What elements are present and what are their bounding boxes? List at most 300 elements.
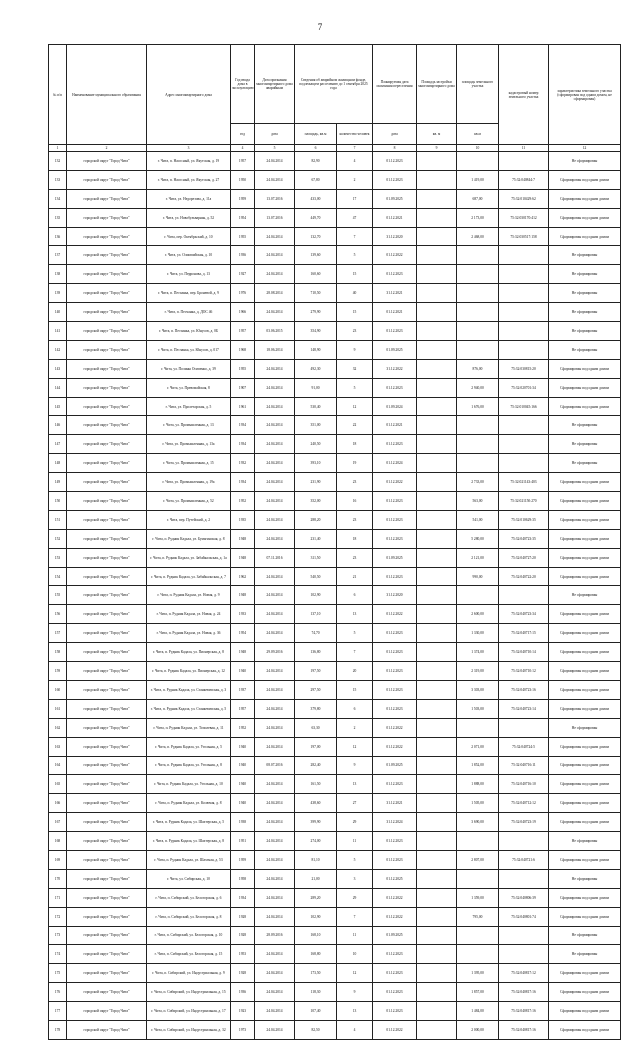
header-row (49, 45, 621, 124)
cadastral-cell: 75:32:040721:6 (499, 850, 549, 869)
land-area-cell: 1 676,00 (457, 397, 499, 416)
year-cell: 1952 (231, 718, 255, 737)
table-body (49, 152, 621, 1040)
planned-date-cell: 01.12.2023 (373, 643, 417, 662)
municipality-cell: городской округ "Город Чита" (67, 246, 147, 265)
address-cell: г. Чита, п. Сибирский, ул. Белогорская, д. 8 (147, 907, 231, 926)
row-number: 152 (49, 529, 67, 548)
year-cell: 1928 (231, 907, 255, 926)
year-cell: 1976 (231, 284, 255, 303)
emergency-date-cell: 24.04.2014 (255, 473, 295, 492)
year-cell: 1940 (231, 756, 255, 775)
address-cell: г. Чита, п. Песчанка, ул. Юнусов, д. 0Б (147, 322, 231, 341)
table-row (49, 605, 621, 624)
year-cell: 1973 (231, 1020, 255, 1039)
land-area-cell (457, 435, 499, 454)
row-number: 156 (49, 605, 67, 624)
municipality-cell: городской округ "Город Чита" (67, 152, 147, 171)
row-number: 169 (49, 850, 67, 869)
land-status-cell: Не сформирован (549, 265, 621, 284)
table-row (49, 983, 621, 1002)
area-cell: 354,90 (295, 322, 337, 341)
land-area-cell: 2 468,00 (457, 227, 499, 246)
year-cell: 1948 (231, 548, 255, 567)
table-row (49, 756, 621, 775)
unit-built-sqm: кв. м (417, 124, 457, 145)
year-cell: 1957 (231, 152, 255, 171)
planned-date-cell: 01.12.2023 (373, 265, 417, 284)
address-cell: г. Чита, п. Рудник Кадала, ул. Новая, д. 24 (147, 605, 231, 624)
municipality-cell: городской округ "Город Чита" (67, 340, 147, 359)
row-number: 140 (49, 303, 67, 322)
planned-date-cell: 01.09.2025 (373, 340, 417, 359)
land-status-cell: Не сформирован (549, 435, 621, 454)
address-cell: г. Чита, ул. Пролетарская, д. 5 (147, 397, 231, 416)
built-area-cell (417, 492, 457, 511)
area-cell: 197,50 (295, 662, 337, 681)
row-number: 147 (49, 435, 67, 454)
people-cell: 6 (337, 586, 373, 605)
area-cell: 274,00 (295, 832, 337, 851)
area-cell: 148,90 (295, 340, 337, 359)
emergency-date-cell: 24.04.2014 (255, 265, 295, 284)
cadastral-cell: 75:32:040723:35 (499, 529, 549, 548)
cadastral-cell: 75:32:040801:74 (499, 907, 549, 926)
row-number: 136 (49, 227, 67, 246)
address-cell: г. Чита, п. Песчанка, д. ДОС 46 (147, 303, 231, 322)
people-cell: 7 (337, 643, 373, 662)
table-row (49, 435, 621, 454)
year-cell: 1958 (231, 869, 255, 888)
emergency-date-cell: 24.04.2014 (255, 303, 295, 322)
land-status-cell: Не сформирован (549, 322, 621, 341)
row-number: 155 (49, 586, 67, 605)
table-row (49, 775, 621, 794)
header-land-area: площадь земельного участка (457, 45, 499, 124)
area-cell: 107,40 (295, 1002, 337, 1021)
land-status-cell: Сформирован под одним домом (549, 359, 621, 378)
cadastral-cell (499, 718, 549, 737)
municipality-cell: городской округ "Город Чита" (67, 756, 147, 775)
table-row (49, 907, 621, 926)
colnum: 4 (231, 145, 255, 152)
address-cell: г. Чита, ул. Промышленная, д. 15 (147, 454, 231, 473)
people-cell: 23 (337, 510, 373, 529)
row-number: 161 (49, 699, 67, 718)
municipality-cell: городской округ "Город Чита" (67, 586, 147, 605)
people-cell: 18 (337, 529, 373, 548)
area-cell: 399,90 (295, 813, 337, 832)
unit-year: год (231, 124, 255, 145)
land-status-cell: Сформирован под одним домом (549, 775, 621, 794)
emergency-date-cell: 24.04.2014 (255, 1002, 295, 1021)
land-area-cell: 2 071,00 (457, 737, 499, 756)
table-row (49, 152, 621, 171)
municipality-cell: городской округ "Город Чита" (67, 832, 147, 851)
emergency-date-cell: 24.04.2014 (255, 567, 295, 586)
emergency-date-cell: 24.04.2014 (255, 510, 295, 529)
land-area-cell: 2 600,00 (457, 605, 499, 624)
land-area-cell (457, 322, 499, 341)
built-area-cell (417, 586, 457, 605)
built-area-cell (417, 775, 457, 794)
land-status-cell: Сформирован под одним домом (549, 567, 621, 586)
address-cell: г. Чита, п. Сибирский, ул. Белогорская, д. 6 (147, 888, 231, 907)
emergency-date-cell: 24.04.2014 (255, 152, 295, 171)
municipality-cell: городской округ "Город Чита" (67, 284, 147, 303)
year-cell: 1950 (231, 170, 255, 189)
emergency-date-cell: 24.04.2014 (255, 397, 295, 416)
people-cell: 32 (337, 359, 373, 378)
table-row (49, 359, 621, 378)
emergency-date-cell: 03.06.2015 (255, 322, 295, 341)
header-number: № п/п (49, 45, 67, 145)
land-area-cell: 541,00 (457, 510, 499, 529)
municipality-cell: городской округ "Город Чита" (67, 662, 147, 681)
row-number: 173 (49, 926, 67, 945)
built-area-cell (417, 983, 457, 1002)
address-cell: г. Чита, п. Рудник Кадала, ул. Шахтерская, д. 8 (147, 832, 231, 851)
address-cell: г. Чита, п. Рудник Кадала, ул. Колючая, д. 8 (147, 794, 231, 813)
municipality-cell: городской округ "Город Чита" (67, 945, 147, 964)
cadastral-cell: 75:32:010429:62 (499, 189, 549, 208)
planned-date-cell: 01.12.2023 (373, 832, 417, 851)
built-area-cell (417, 265, 457, 284)
planned-date-cell: 01.12.2023 (373, 435, 417, 454)
planned-date-cell: 01.12.2021 (373, 416, 417, 435)
land-area-cell (457, 152, 499, 171)
address-cell: г. Чита, ул. Промышленная, д. 13 (147, 416, 231, 435)
table-row (49, 567, 621, 586)
area-cell: 67,80 (295, 170, 337, 189)
people-cell: 21 (337, 567, 373, 586)
people-cell: 2 (337, 170, 373, 189)
municipality-cell: городской округ "Город Чита" (67, 699, 147, 718)
address-cell: г. Чита, ул. Олимпийская, д. 10 (147, 246, 231, 265)
table-row (49, 662, 621, 681)
built-area-cell (417, 548, 457, 567)
planned-date-cell: 01.09.2024 (373, 397, 417, 416)
emergency-date-cell: 24.04.2014 (255, 983, 295, 1002)
address-cell: г. Чита, п. Рудник Кадала, ул. Пионерская, д. 12 (147, 662, 231, 681)
people-cell: 12 (337, 737, 373, 756)
municipality-cell: городской округ "Город Чита" (67, 983, 147, 1002)
people-cell: 5 (337, 378, 373, 397)
emergency-date-cell: 08.07.2016 (255, 756, 295, 775)
land-status-cell: Сформирован под одним домом (549, 529, 621, 548)
header-cadastral: кадастровый номер земельного участка (499, 45, 549, 145)
emergency-date-cell: 24.04.2014 (255, 246, 295, 265)
area-cell: 197,00 (295, 737, 337, 756)
municipality-cell: городской округ "Город Чита" (67, 473, 147, 492)
cadastral-cell (499, 416, 549, 435)
land-status-cell: Сформирован под одним домом (549, 813, 621, 832)
row-number: 138 (49, 265, 67, 284)
built-area-cell (417, 926, 457, 945)
land-status-cell: Сформирован под одним домом (549, 548, 621, 567)
land-area-cell: 5 280,00 (457, 529, 499, 548)
cadastral-cell: 75:32:040723:16 (499, 680, 549, 699)
land-status-cell: Не сформирован (549, 454, 621, 473)
land-area-cell: 1 857,00 (457, 983, 499, 1002)
land-status-cell: Сформирован под одним домом (549, 397, 621, 416)
planned-date-cell: 01.12.2024 (373, 454, 417, 473)
area-cell: 282,40 (295, 756, 337, 775)
land-area-cell: 1 359,00 (457, 888, 499, 907)
cadastral-cell: 75:32:040817:16 (499, 1020, 549, 1039)
row-number: 134 (49, 189, 67, 208)
row-number: 163 (49, 737, 67, 756)
land-area-cell (457, 926, 499, 945)
table-row (49, 265, 621, 284)
land-area-cell: 1 484,00 (457, 1002, 499, 1021)
land-status-cell: Сформирован под одним домом (549, 964, 621, 983)
land-area-cell: 2 121,00 (457, 548, 499, 567)
table-row (49, 303, 621, 322)
emergency-date-cell: 24.04.2014 (255, 869, 295, 888)
table-row (49, 586, 621, 605)
row-number: 166 (49, 794, 67, 813)
table-row (49, 680, 621, 699)
cadastral-cell (499, 435, 549, 454)
table-row (49, 378, 621, 397)
planned-date-cell: 01.12.2023 (373, 567, 417, 586)
year-cell: 1966 (231, 303, 255, 322)
row-number: 171 (49, 888, 67, 907)
municipality-cell: городской округ "Город Чита" (67, 794, 147, 813)
year-cell: 1968 (231, 340, 255, 359)
cadastral-cell: 75:32:040710:14 (499, 643, 549, 662)
cadastral-cell (499, 454, 549, 473)
land-status-cell: Сформирован под одним домом (549, 699, 621, 718)
built-area-cell (417, 794, 457, 813)
planned-date-cell: 01.12.2023 (373, 1002, 417, 1021)
built-area-cell (417, 359, 457, 378)
table-row (49, 397, 621, 416)
area-cell: 168,80 (295, 945, 337, 964)
people-cell: 7 (337, 227, 373, 246)
page-number: 7 (317, 22, 323, 32)
emergency-date-cell: 24.04.2014 (255, 832, 295, 851)
area-cell: 297,50 (295, 680, 337, 699)
people-cell: 10 (337, 945, 373, 964)
table-row (49, 1020, 621, 1039)
land-status-cell: Сформирован под одним домом (549, 983, 621, 1002)
table-row (49, 832, 621, 851)
cadastral-cell (499, 945, 549, 964)
table-row (49, 794, 621, 813)
built-area-cell (417, 397, 457, 416)
emergency-date-cell: 13.07.2016 (255, 189, 295, 208)
people-cell: 2 (337, 718, 373, 737)
built-area-cell (417, 1020, 457, 1039)
planned-date-cell: 01.12.2022 (373, 473, 417, 492)
table-row (49, 926, 621, 945)
year-cell: 1907 (231, 378, 255, 397)
address-cell: г. Чита, п. Рудник Кадала, ул. Угольная, д. 10 (147, 775, 231, 794)
people-cell: 17 (337, 189, 373, 208)
year-cell: 1940 (231, 737, 255, 756)
land-status-cell: Не сформирован (549, 869, 621, 888)
year-cell: 1957 (231, 322, 255, 341)
land-area-cell: 563,00 (457, 492, 499, 511)
emergency-date-cell: 29.09.2016 (255, 643, 295, 662)
area-cell: 351,00 (295, 416, 337, 435)
area-cell: 173,50 (295, 964, 337, 983)
cadastral-cell: 75:32:040817:16 (499, 983, 549, 1002)
year-cell: 1936 (231, 246, 255, 265)
area-cell: 449,70 (295, 208, 337, 227)
year-cell: 1959 (231, 189, 255, 208)
year-cell: 1954 (231, 208, 255, 227)
built-area-cell (417, 964, 457, 983)
area-cell: 139,60 (295, 246, 337, 265)
land-status-cell: Не сформирован (549, 945, 621, 964)
emergency-date-cell: 24.04.2014 (255, 718, 295, 737)
municipality-cell: городской округ "Город Чита" (67, 813, 147, 832)
built-area-cell (417, 945, 457, 964)
people-cell: 15 (337, 265, 373, 284)
address-cell: г. Чита, п. Сибирский, ул. Индустриальная, д. 32 (147, 1020, 231, 1039)
area-cell: 137,10 (295, 605, 337, 624)
address-cell: г. Чита, п. Сибирский, ул. Индустриальная, д. 17 (147, 1002, 231, 1021)
emergency-date-cell: 24.04.2014 (255, 699, 295, 718)
year-cell: 1948 (231, 643, 255, 662)
municipality-cell: городской округ "Город Чита" (67, 850, 147, 869)
cadastral-cell: 75:32:040716:10 (499, 775, 549, 794)
people-cell: 47 (337, 208, 373, 227)
people-cell: 4 (337, 152, 373, 171)
land-status-cell: Сформирован под одним домом (549, 378, 621, 397)
municipality-cell: городской округ "Город Чита" (67, 435, 147, 454)
emergency-date-cell: 24.04.2014 (255, 416, 295, 435)
people-cell: 13 (337, 605, 373, 624)
land-status-cell: Сформирован под одним домом (549, 888, 621, 907)
land-area-cell (457, 869, 499, 888)
year-cell: 1932 (231, 454, 255, 473)
planned-date-cell: 01.09.2025 (373, 926, 417, 945)
row-number: 162 (49, 718, 67, 737)
unit-area: площадь, кв.м (295, 124, 337, 145)
address-cell: г. Чита, п. Рудник Кадала, ул. Пионерская, д. 8 (147, 643, 231, 662)
colnum: 8 (373, 145, 417, 152)
municipality-cell: городской округ "Город Чита" (67, 416, 147, 435)
cadastral-cell (499, 152, 549, 171)
land-status-cell: Сформирован под одним домом (549, 170, 621, 189)
header-built-area: Площадь застройки многоквартирного дома (417, 45, 457, 124)
emergency-date-cell: 24.04.2014 (255, 907, 295, 926)
cadastral-cell: 75:32:040817:16 (499, 1002, 549, 1021)
emergency-date-cell: 28.08.2014 (255, 284, 295, 303)
planned-date-cell: 01.12.2023 (373, 378, 417, 397)
people-cell: 3 (337, 869, 373, 888)
header-address: Адрес многоквартирного дома (147, 45, 231, 145)
planned-date-cell: 01.12.2023 (373, 680, 417, 699)
area-cell: 168,10 (295, 926, 337, 945)
address-cell: г. Чита, п. Рудник Кадала, ул. Новая, д. 36 (147, 624, 231, 643)
year-cell: 1923 (231, 1002, 255, 1021)
municipality-cell: городской округ "Город Чита" (67, 1020, 147, 1039)
area-cell: 393,10 (295, 454, 337, 473)
people-cell: 29 (337, 813, 373, 832)
area-cell: 530,40 (295, 397, 337, 416)
colnum: 6 (295, 145, 337, 152)
built-area-cell (417, 246, 457, 265)
area-cell: 21,00 (295, 869, 337, 888)
land-area-cell: 3 690,00 (457, 813, 499, 832)
land-status-cell: Сформирован под одним домом (549, 737, 621, 756)
colnum: 7 (337, 145, 373, 152)
planned-date-cell: 31.12.2024 (373, 813, 417, 832)
table-row (49, 529, 621, 548)
year-cell: 1933 (231, 605, 255, 624)
planned-date-cell: 01.12.2023 (373, 492, 417, 511)
row-number: 178 (49, 1020, 67, 1039)
land-area-cell (457, 265, 499, 284)
address-cell: г. Чита, п. Рудник Кадала, ул. Станкевичская, д. 3 (147, 680, 231, 699)
year-cell: 1938 (231, 813, 255, 832)
year-cell: 1952 (231, 492, 255, 511)
table-row (49, 1002, 621, 1021)
built-area-cell (417, 322, 457, 341)
emergency-date-cell: 24.04.2014 (255, 529, 295, 548)
row-number: 150 (49, 492, 67, 511)
colnum: 12 (549, 145, 621, 152)
cadastral-cell (499, 869, 549, 888)
cadastral-cell: 75:32:030517:158 (499, 227, 549, 246)
row-number: 159 (49, 662, 67, 681)
land-area-cell (457, 303, 499, 322)
built-area-cell (417, 454, 457, 473)
address-cell: г. Чита, п. Насосный, ул. Якутская, д. 19 (147, 152, 231, 171)
emergency-date-cell: 24.04.2014 (255, 964, 295, 983)
area-cell: 91,00 (295, 378, 337, 397)
row-number: 145 (49, 397, 67, 416)
row-number: 149 (49, 473, 67, 492)
table-row (49, 718, 621, 737)
area-cell: 438,60 (295, 794, 337, 813)
cadastral-cell (499, 586, 549, 605)
built-area-cell (417, 718, 457, 737)
land-area-cell: 1 888,00 (457, 775, 499, 794)
cadastral-cell: 75:32:040716:11 (499, 756, 549, 775)
year-cell: 1928 (231, 926, 255, 945)
people-cell: 13 (337, 775, 373, 794)
land-status-cell: Сформирован под одним домом (549, 794, 621, 813)
area-cell: 136,80 (295, 643, 337, 662)
cadastral-cell (499, 246, 549, 265)
people-cell: 29 (337, 888, 373, 907)
colnum: 3 (147, 145, 231, 152)
land-area-cell: 1 852,00 (457, 756, 499, 775)
land-status-cell: Сформирован под одним домом (549, 605, 621, 624)
address-cell: г. Чита, п. Рудник Кадала, ул. Угольная, д. 5 (147, 737, 231, 756)
row-number: 177 (49, 1002, 67, 1021)
cadastral-cell: 75:32:030815:20 (499, 359, 549, 378)
area-cell: 240,50 (295, 435, 337, 454)
row-number: 143 (49, 359, 67, 378)
people-cell: 9 (337, 983, 373, 1002)
emergency-date-cell: 18.06.2014 (255, 340, 295, 359)
colnum: 10 (457, 145, 499, 152)
header-land-status: характеристика земельного участка (сформирован под одним домом, не сформирован) (549, 45, 621, 145)
land-status-cell: Сформирован под одним домом (549, 510, 621, 529)
cadastral-cell (499, 832, 549, 851)
address-cell: г. Чита, ул. Превомайская, 8 (147, 378, 231, 397)
municipality-cell: городской округ "Город Чита" (67, 397, 147, 416)
land-status-cell: Не сформирован (549, 152, 621, 171)
people-cell: 40 (337, 284, 373, 303)
